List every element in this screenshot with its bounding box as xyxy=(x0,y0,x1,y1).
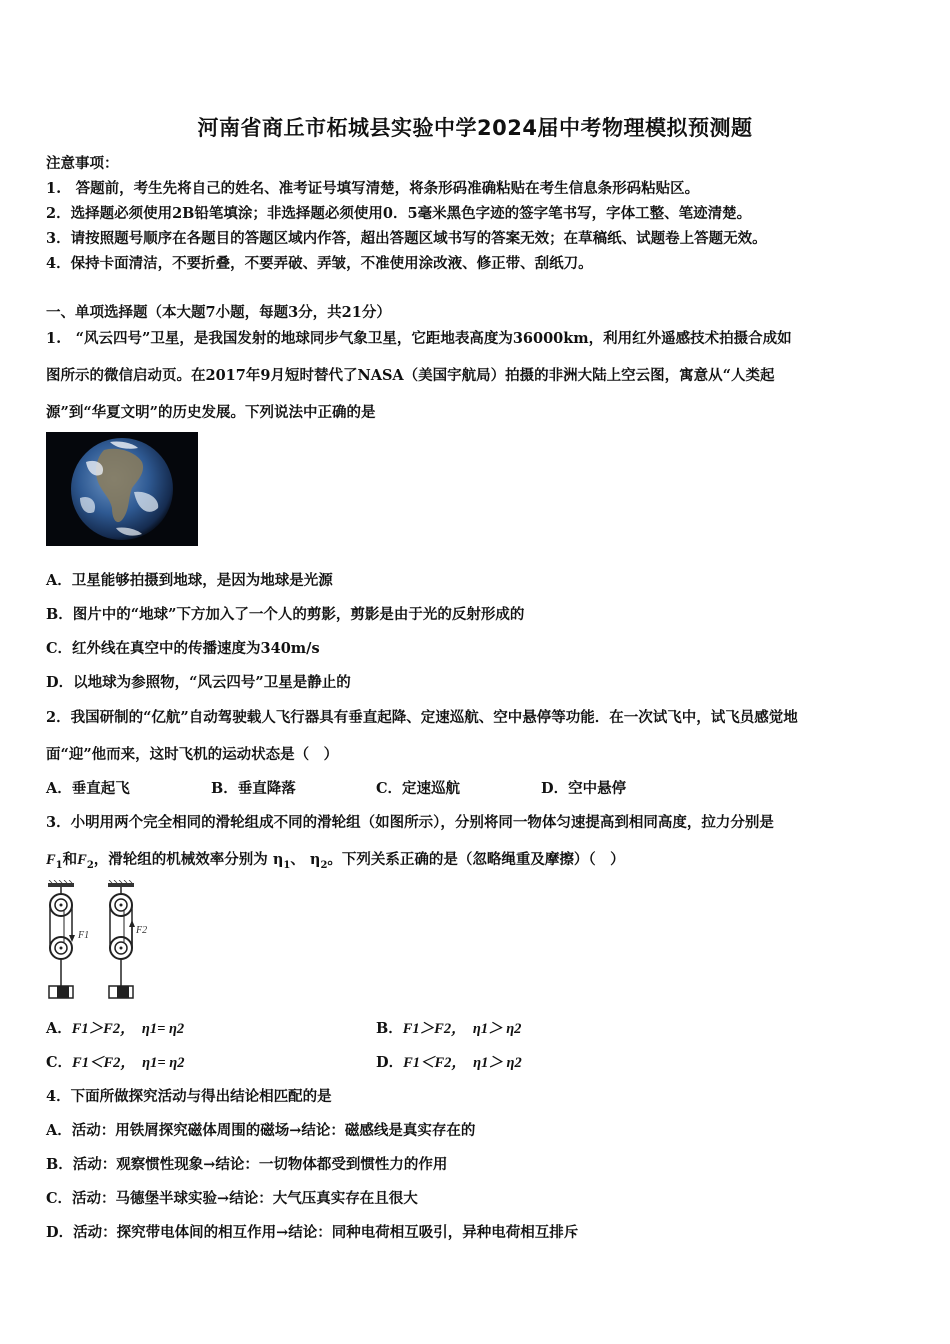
section-heading: 一、单项选择题（本大题7小题，每题3分，共21分） xyxy=(46,304,391,321)
page-title: 河南省商丘市柘城县实验中学2024届中考物理模拟预测题 xyxy=(197,116,753,140)
option-letter: B． xyxy=(376,1020,403,1037)
label-f1: F1 xyxy=(78,930,90,941)
subscript: 2 xyxy=(86,859,94,871)
subscript: 2 xyxy=(320,859,328,871)
q1-stem-line: 1. “风云四号”卫星，是我国发射的地球同步气象卫星，它距地表高度为36000km，利用红外遥感技术拍摄合成如 xyxy=(46,330,792,347)
subscript: 1 xyxy=(283,859,291,871)
q2-stem-line: 面“迎”他而来，这时飞机的运动状态是（ ） xyxy=(46,746,339,763)
text-run: ，滑轮组的机械效率分别为 η xyxy=(93,851,284,868)
q3-option-b xyxy=(376,1017,521,1038)
text-run: 和 xyxy=(62,851,78,868)
q1-option-a: A．卫星能够拍摄到地球，是因为地球是光源 xyxy=(46,572,333,589)
option-efficiency: η1= η2 xyxy=(142,1055,185,1071)
earth-image xyxy=(46,432,198,546)
q2-option-d: D．空中悬停 xyxy=(541,780,627,797)
option-letter: C． xyxy=(46,1054,73,1071)
q4-option-b: B．活动：观察惯性现象→结论：一切物体都受到惯性力的作用 xyxy=(46,1156,448,1173)
option-letter: A． xyxy=(46,1020,72,1037)
q3-option-d xyxy=(376,1051,522,1072)
notice-item: 1. 答题前，考生先将自己的姓名、准考证号填写清楚，将条形码准确粘贴在考生信息条形码粘贴区。 xyxy=(46,180,700,197)
notice-item: 2．选择题必须使用2B铅笔填涂；非选择题必须使用0．5毫米黑色字迹的签字笔书写，字体工整、笔迹清楚。 xyxy=(46,205,752,222)
option-efficiency: η1＞ η2 xyxy=(473,1055,522,1071)
label-f2: F2 xyxy=(136,925,148,936)
var-f: F xyxy=(77,852,87,868)
option-force: F1＞F2， xyxy=(402,1021,459,1037)
q2-option-a: A．垂直起飞 xyxy=(46,780,130,797)
text-run: 、 η xyxy=(290,851,321,868)
option-efficiency: η1= η2 xyxy=(141,1021,185,1037)
q2-option-c: C．定速巡航 xyxy=(376,780,461,797)
q4-option-a: A．活动：用铁屑探究磁体周围的磁场→结论：磁感线是真实存在的 xyxy=(46,1122,476,1139)
q4-stem-line: 4．下面所做探究活动与得出结论相匹配的是 xyxy=(46,1088,332,1105)
q3-option-c xyxy=(46,1051,184,1072)
q1-option-c: C．红外线在真空中的传播速度为340m/s xyxy=(46,640,320,657)
option-efficiency: η1＞ η2 xyxy=(472,1021,522,1037)
q1-stem-line: 图所示的微信启动页。在2017年9月短时替代了NASA（美国宇航局）拍摄的非洲大陆上空云图，寓意从“人类起 xyxy=(46,367,775,384)
notice-item: 3．请按照题号顺序在各题目的答题区域内作答，超出答题区域书写的答案无效；在草稿纸、试题卷上答题无效。 xyxy=(46,230,767,247)
q1-option-b: B．图片中的“地球”下方加入了一个人的剪影，剪影是由于光的反射形成的 xyxy=(46,606,525,623)
q2-stem-line: 2．我国研制的“亿航”自动驾驶载人飞行器具有垂直起降、定速巡航、空中悬停等功能．在一次试飞中，试飞员感觉地 xyxy=(46,709,798,726)
notice-heading: 注意事项： xyxy=(46,155,119,172)
q3-option-a xyxy=(46,1017,184,1038)
q1-stem-line: 源”到“华夏文明”的历史发展。下列说法中正确的是 xyxy=(46,404,376,421)
option-letter: D． xyxy=(376,1054,404,1071)
text-run: 。下列关系正确的是（忽略绳重及摩擦）（ ） xyxy=(327,851,625,868)
q4-option-d: D．活动：探究带电体间的相互作用→结论：同种电荷相互吸引，异种电荷相互排斥 xyxy=(46,1224,579,1241)
option-force: F1＜F2， xyxy=(72,1055,128,1071)
subscript: 1 xyxy=(55,859,63,871)
pulley-diagram xyxy=(44,880,164,1000)
q3-stem-line: 3．小明用两个完全相同的滑轮组成不同的滑轮组（如图所示），分别将同一物体匀速提高到相同高度，拉力分别是 xyxy=(46,814,774,831)
var-f: F xyxy=(46,852,56,868)
q4-option-c: C．活动：马德堡半球实验→结论：大气压真实存在且很大 xyxy=(46,1190,418,1207)
q1-option-d: D．以地球为参照物，“风云四号”卫星是静止的 xyxy=(46,674,351,691)
q2-option-b: B．垂直降落 xyxy=(211,780,296,797)
option-force: F1＞F2， xyxy=(71,1021,128,1037)
q3-stem-line xyxy=(46,848,625,871)
option-force: F1＜F2， xyxy=(403,1055,459,1071)
notice-item: 4．保持卡面清洁，不要折叠，不要弄破、弄皱，不准使用涂改液、修正带、刮纸刀。 xyxy=(46,255,593,272)
